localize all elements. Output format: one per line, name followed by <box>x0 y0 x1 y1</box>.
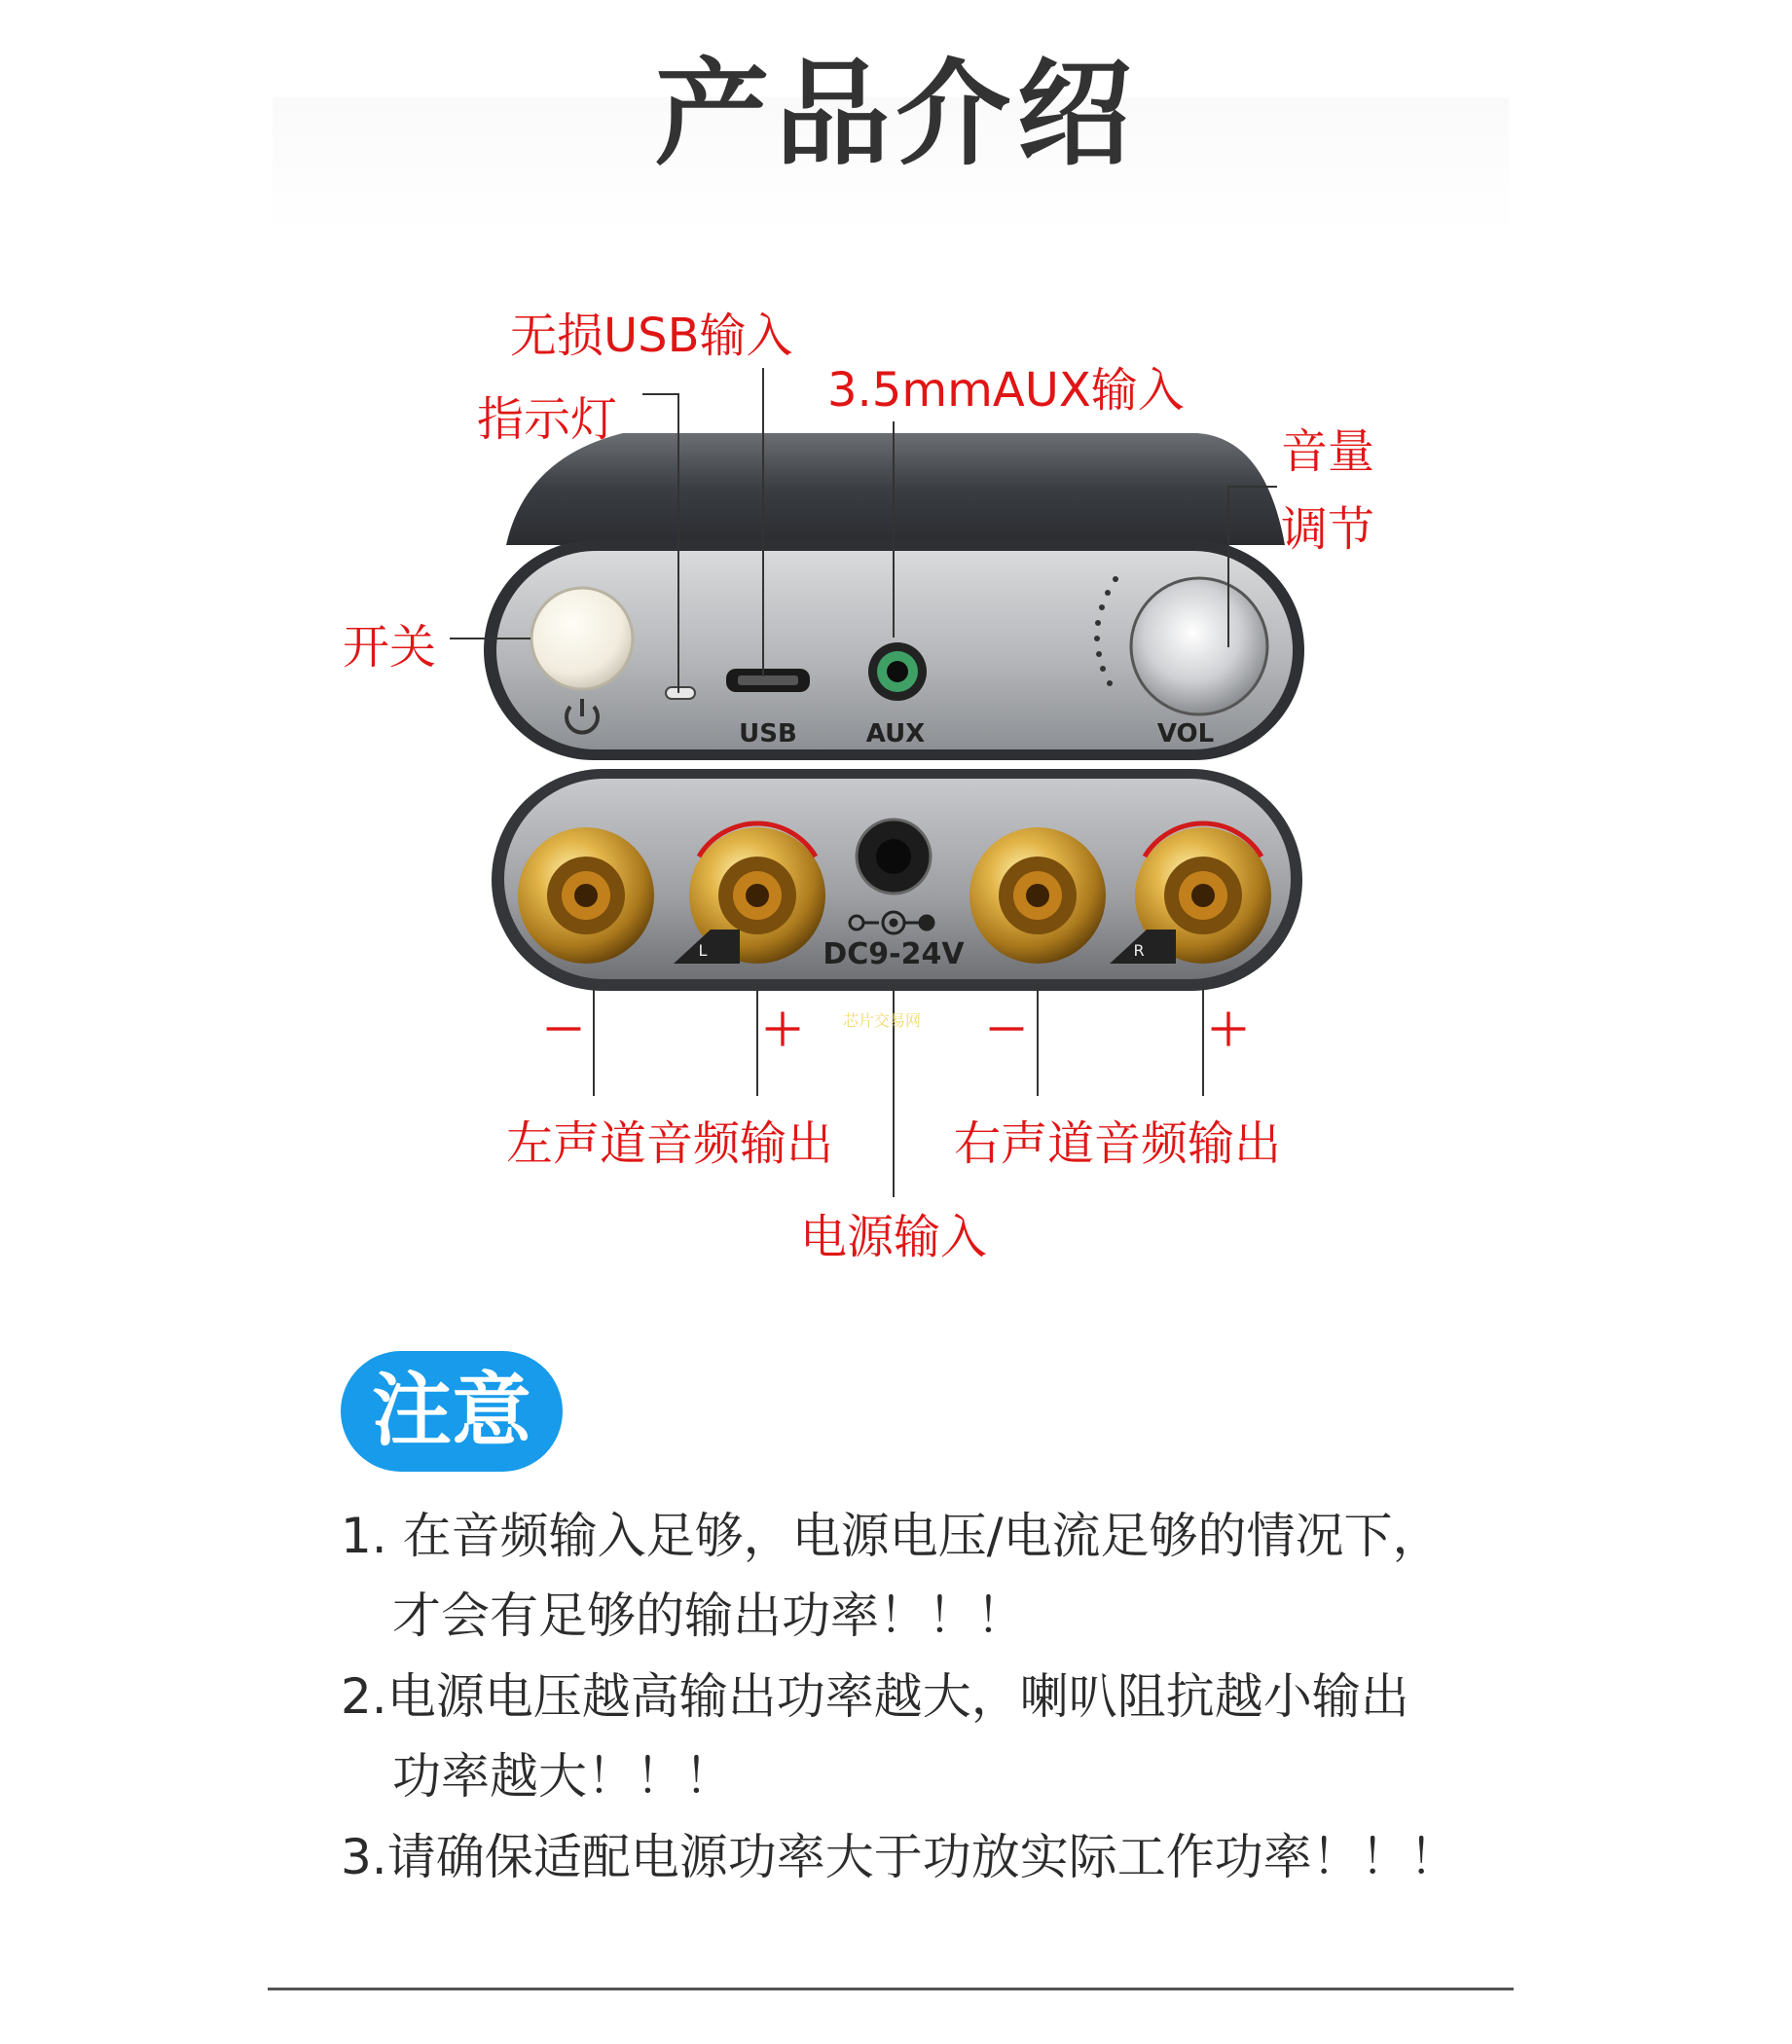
callout-left-output: 左声道音频输出 <box>506 1116 834 1171</box>
callout-right-output: 右声道音频输出 <box>954 1116 1282 1171</box>
watermark: 芯片交易网 <box>843 1011 922 1030</box>
bottom-divider <box>268 1988 1514 1990</box>
left-channel-label: L <box>698 941 708 960</box>
page-title: 产品介绍 <box>654 47 1138 181</box>
vol-label: VOL <box>1156 719 1215 748</box>
callout-power-switch: 开关 <box>343 620 437 675</box>
notice-item-2: 2.电源电压越高输出功率越大，喇叭阻抗越小输出 <box>341 1668 1409 1725</box>
upper-shell <box>506 433 1285 545</box>
notice-item-3: 3.请确保适配电源功率大于功放实际工作功率！！！ <box>341 1829 1458 1885</box>
power-button <box>531 588 633 689</box>
notice-item-2-cont: 功率越大！！！ <box>392 1748 733 1805</box>
right-minus-terminal <box>969 827 1106 964</box>
indicator-led <box>666 687 695 699</box>
notice-badge: 注意 <box>341 1351 563 1472</box>
notice-item-1-cont: 才会有足够的输出功率！！！ <box>392 1588 1025 1644</box>
aux-port-label: AUX <box>865 719 926 748</box>
left-plus-sign: ＋ <box>761 1005 804 1055</box>
callout-volume-line1: 音量 <box>1281 424 1375 479</box>
left-minus-sign: － <box>542 1005 585 1055</box>
right-minus-sign: － <box>985 1005 1028 1055</box>
callout-usb-lossless: 无损USB输入 <box>510 309 793 363</box>
left-minus-terminal <box>518 827 654 964</box>
usb-port-label: USB <box>739 719 797 748</box>
callout-indicator: 指示灯 <box>477 392 618 447</box>
right-plus-sign: ＋ <box>1207 1005 1250 1055</box>
callout-aux: 3.5mmAUX输入 <box>827 363 1185 418</box>
right-channel-label: R <box>1133 941 1145 960</box>
callout-volume-line2: 调节 <box>1281 502 1375 557</box>
callout-power-input: 电源输入 <box>800 1210 988 1264</box>
notice-item-1: 1. 在音频输入足够，电源电压/电流足够的情况下， <box>341 1508 1442 1564</box>
dc-input-label: DC9-24V <box>823 937 965 971</box>
volume-knob <box>1131 578 1267 714</box>
